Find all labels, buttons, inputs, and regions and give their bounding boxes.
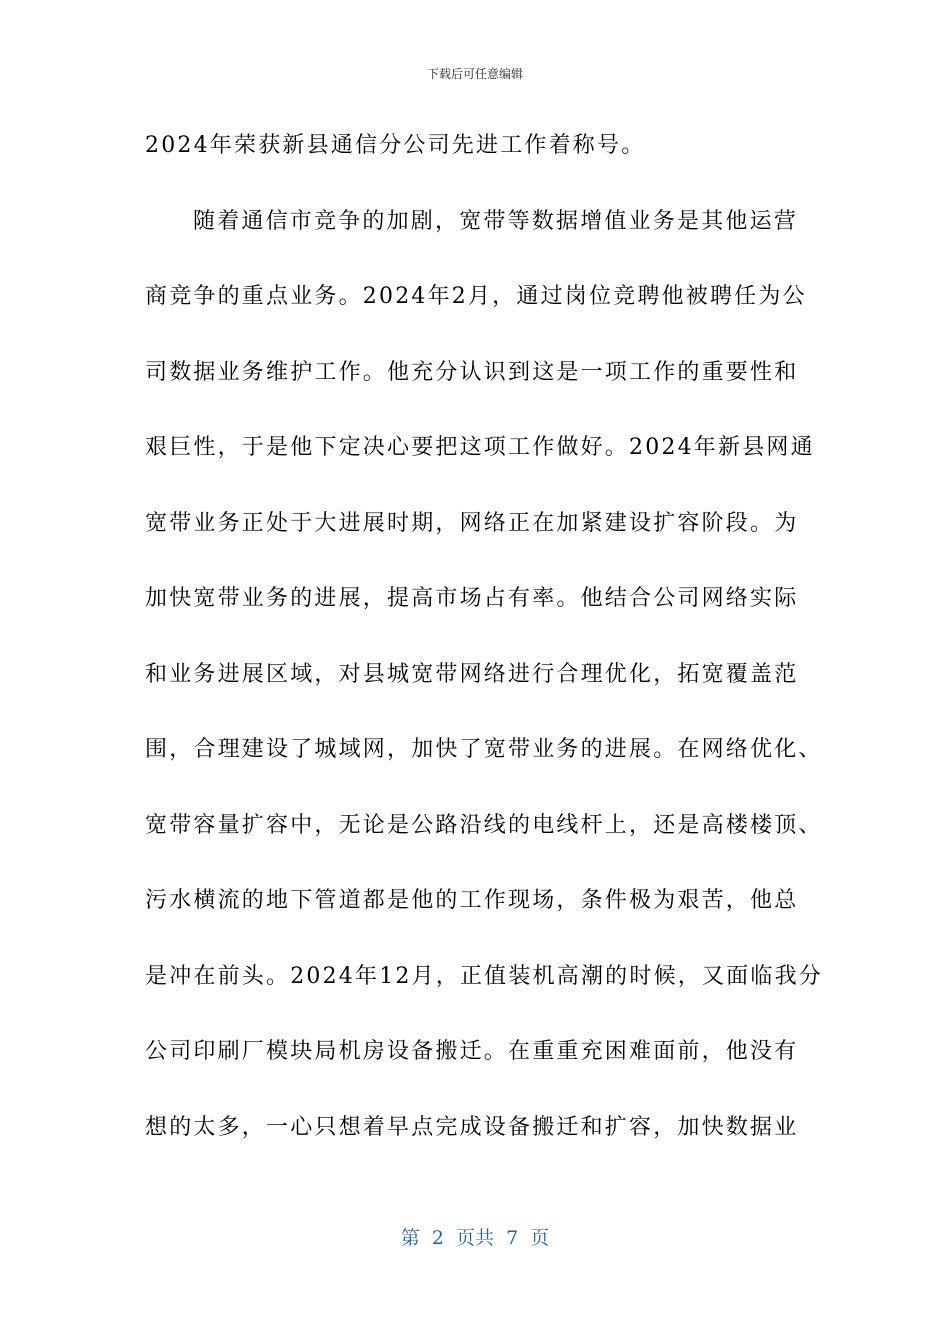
page-number-footer: 第 2 页共 7 页 bbox=[400, 1227, 550, 1249]
text-line: 想的太多，一心只想着早点完成设备搬迁和扩容，加快数据业 bbox=[145, 1114, 799, 1140]
text-line: 商竞争的重点业务。2024年2月，通过岗位竞聘他被聘任为公 bbox=[145, 284, 807, 309]
text-line: 随着通信市竞争的加剧，宽带等数据增值业务是其他运营 bbox=[193, 208, 799, 234]
text-line: 是冲在前头。2024年12月，正值装机高潮的时候，又面临我分 bbox=[145, 963, 823, 989]
document-body bbox=[145, 124, 823, 1181]
text-line: 围，合理建设了城域网，加快了宽带业务的进展。在网络优化、 bbox=[145, 737, 823, 762]
text-line: 公司印刷厂模块局机房设备搬迁。在重重充困难面前，他没有 bbox=[145, 1039, 799, 1064]
text-line: 污水横流的地下管道都是他的工作现场，条件极为艰苦，他总 bbox=[145, 888, 799, 913]
text-line: 和业务进展区域，对县城宽带网络进行合理优化，拓宽覆盖范 bbox=[145, 661, 799, 687]
text-line: 2024年荣获新县通信分公司先进工作着称号。 bbox=[145, 133, 646, 158]
text-line: 司数据业务维护工作。他充分认识到这是一项工作的重要性和 bbox=[145, 359, 799, 385]
text-line: 宽带业务正处于大进展时期，网络正在加紧建设扩容阶段。为 bbox=[145, 510, 799, 536]
text-line: 宽带容量扩容中，无论是公路沿线的电线杆上，还是高楼楼顶、 bbox=[145, 812, 823, 838]
text-line: 艰巨性，于是他下定决心要把这项工作做好。2024年新县网通 bbox=[145, 435, 815, 460]
text-line: 加快宽带业务的进展，提高市场占有率。他结合公司网络实际 bbox=[145, 586, 799, 611]
header-note: 下载后可任意编辑 bbox=[426, 67, 523, 81]
